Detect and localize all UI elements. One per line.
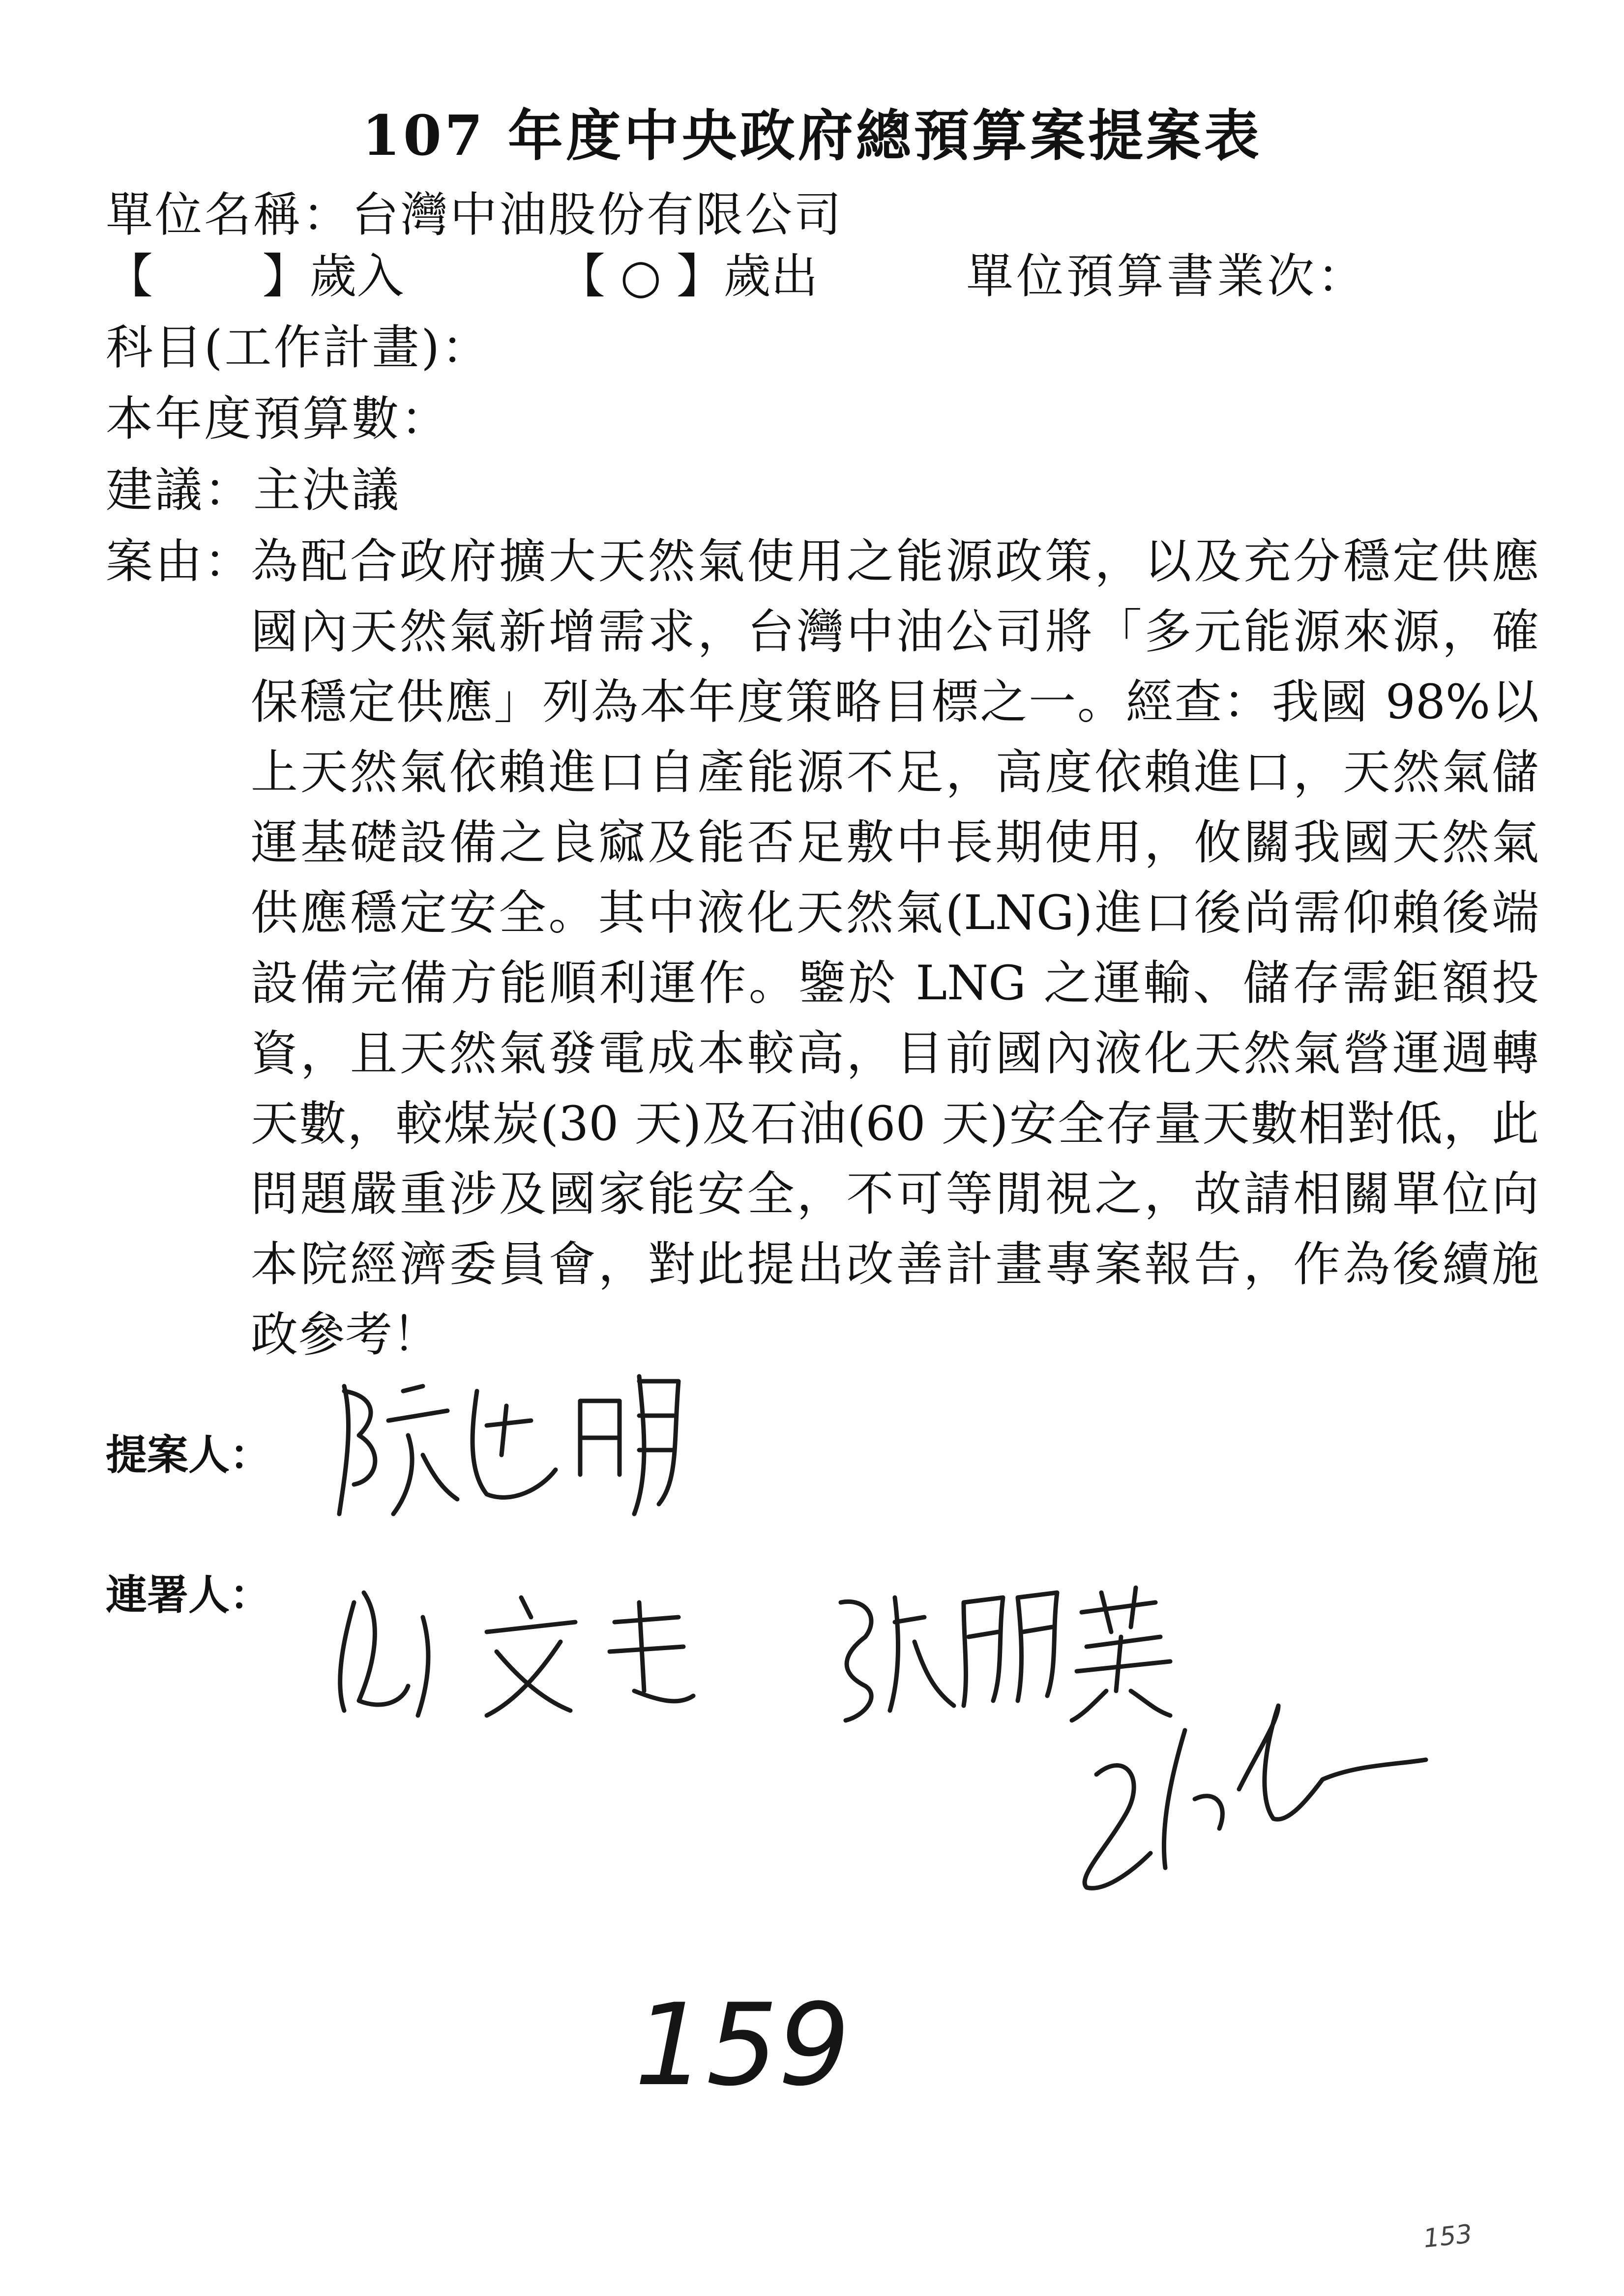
reason-line: 為配合政府擴大天然氣使用之能源政策，以及充分穩定供應: [251, 534, 1539, 589]
current-budget-label: 本年度預算數：: [106, 391, 450, 446]
reason-line: 供應穩定安全。其中液化天然氣(LNG)進口後尚需仰賴後端: [251, 885, 1539, 940]
reason-line: 問題嚴重涉及國家能安全，不可等閒視之，故請相關單位向: [251, 1166, 1539, 1221]
unit-value: 台灣中油股份有限公司: [352, 187, 843, 242]
reason-line: 資，且天然氣發電成本較高，目前國內液化天然氣營運週轉: [251, 1026, 1539, 1081]
document-title: 107 年度中央政府總預算案提案表: [362, 104, 1262, 168]
handwritten-page-number: 159: [634, 1980, 850, 2111]
income-flag: 【 】歲入: [106, 249, 404, 304]
reason-line: 運基礎設備之良窳及能否足敷中長期使用，攸關我國天然氣: [251, 815, 1539, 870]
proposer-signature: [339, 1376, 679, 1514]
reason-line: 保穩定供應」列為本年度策略目標之一。經查：我國 98%以: [251, 674, 1539, 729]
reason-line: 上天然氣依賴進口自產能源不足，高度依賴進口，天然氣儲: [251, 745, 1539, 800]
reason-label: 案由：: [106, 534, 253, 589]
cosigner-signature-2: [841, 1588, 1170, 1720]
unit-label: 單位名稱：: [106, 187, 352, 242]
cosigner-signature-1: [340, 1593, 693, 1715]
corner-page-note: 153: [1422, 2219, 1474, 2254]
expense-flag: 【 ○ 】歲出: [558, 249, 818, 304]
cosigner-signature-3: [1085, 1706, 1426, 1888]
subject-label: 科目(工作計畫)：: [106, 320, 491, 375]
reason-line: 政參考！: [251, 1307, 440, 1362]
suggestion-label: 建議：: [106, 463, 253, 518]
proposer-label: 提案人：: [106, 1431, 271, 1479]
suggestion-value: 主決議: [253, 463, 401, 518]
reason-line: 本院經濟委員會，對此提出改善計畫專案報告，作為後續施: [251, 1237, 1539, 1292]
reason-line: 設備完備方能順利運作。鑒於 LNG 之運輸、儲存需鉅額投: [251, 956, 1539, 1011]
reason-line: 國內天然氣新增需求，台灣中油公司將「多元能源來源，確: [251, 604, 1539, 659]
reason-line: 天數，較煤炭(30 天)及石油(60 天)安全存量天數相對低，此: [251, 1096, 1539, 1151]
budget-page-label: 單位預算書業次：: [966, 249, 1367, 304]
cosigner-label: 連署人：: [106, 1571, 271, 1619]
